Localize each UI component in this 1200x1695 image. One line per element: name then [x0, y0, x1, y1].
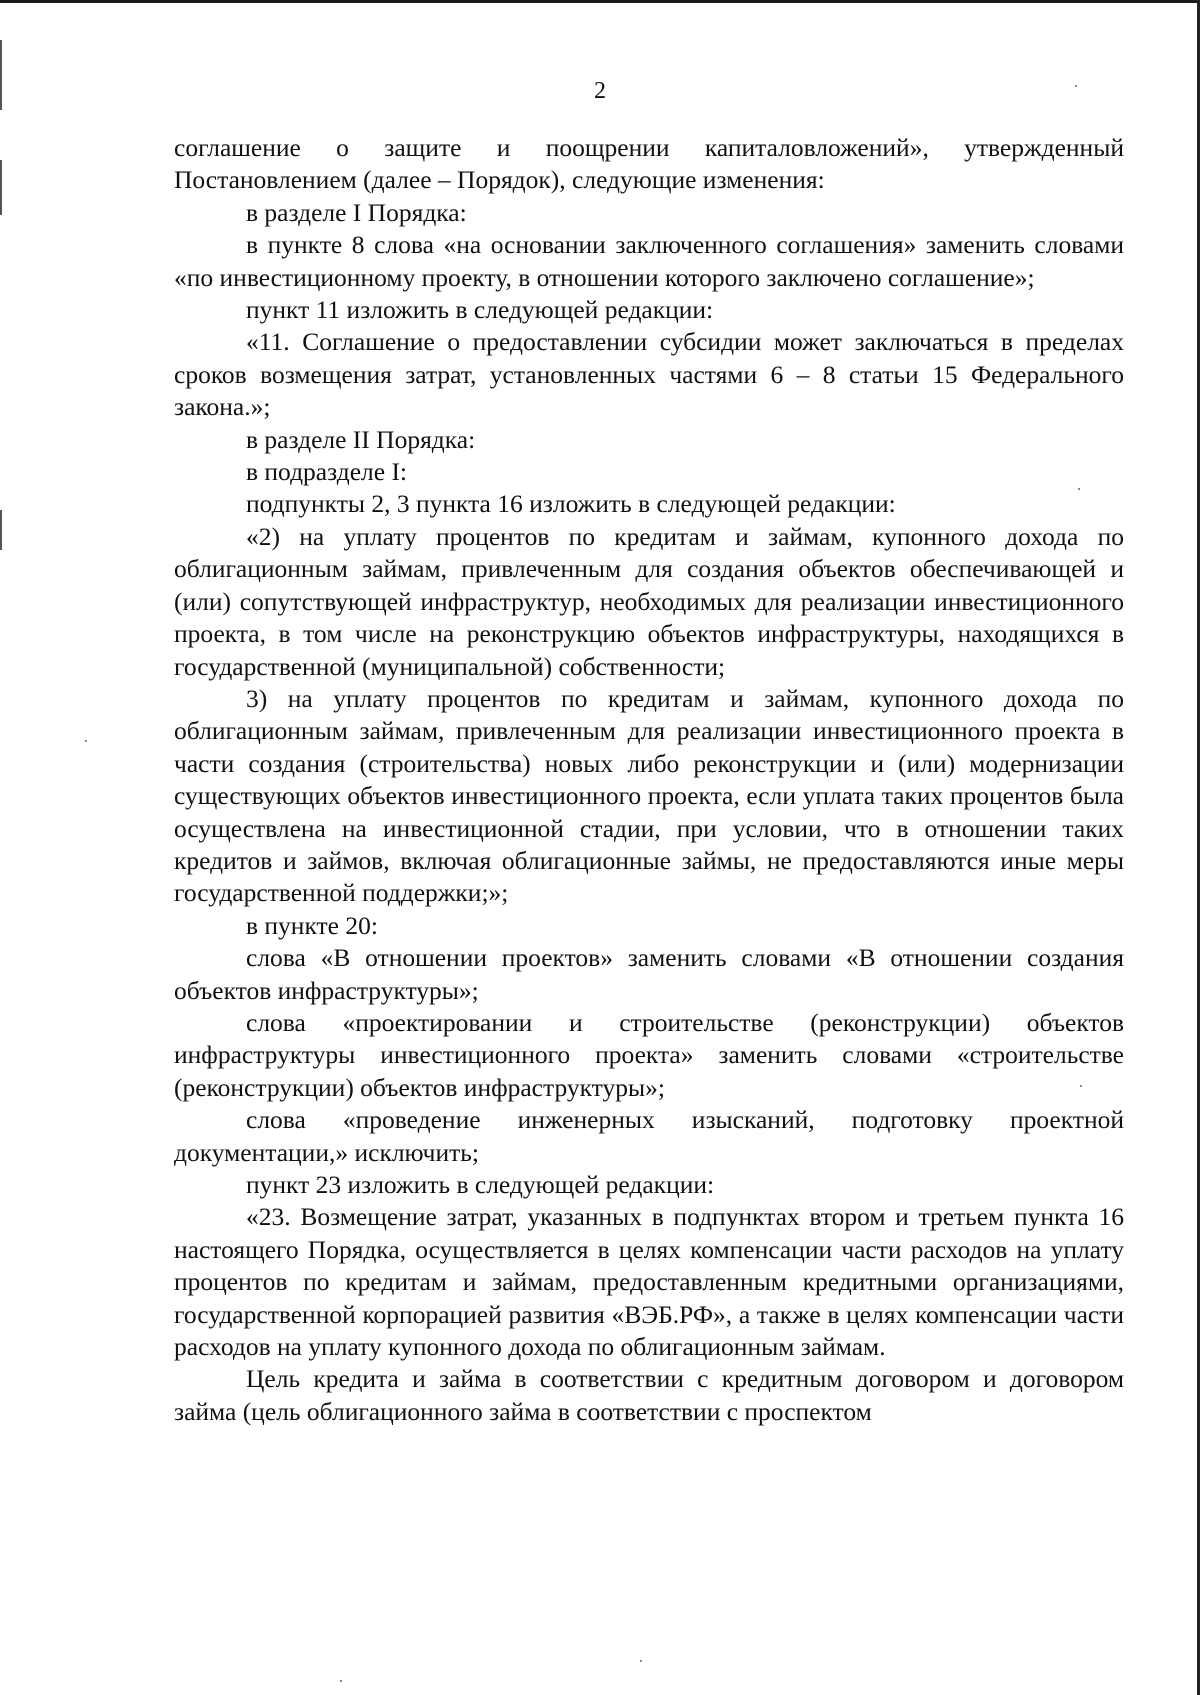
paragraph: Цель кредита и займа в соответствии с кредитным договором и договором займа (цель облигационного займа в соответствии с проспектом: [174, 1364, 1124, 1426]
paragraph: подпункты 2, 3 пункта 16 изложить в следующей редакции:: [246, 489, 896, 519]
paragraph: в пункте 20:: [246, 910, 378, 940]
scan-speck: [340, 1680, 342, 1682]
scan-speck: [85, 740, 87, 742]
paragraph: «11. Соглашение о предоставлении субсидии может заключаться в пределах сроков возмещения затрат, установленных частями 6 – 8 статьи 15 Федерального закона.»;: [174, 327, 1124, 422]
paragraph: «23. Возмещение затрат, указанных в подпунктах втором и третьем пункта 16 настоящего Порядка, осуществляется в целях компенсации части расходов на уплату процентов по кредитам и займам, предоставленным кредитными организациями, государственной корпорацией развития «ВЭБ.РФ», а также в целях компенсации части расходов на уплату купонного дохода по облигационным займам.: [174, 1202, 1124, 1362]
paragraph: «2) на уплату процентов по кредитам и займам, купонного дохода по облигационным займам, привлеченным для создания объектов обеспечивающей и (или) сопутствующей инфраструктур, необходимых для реализации инвестиционного проекта, в том числе на реконструкцию объектов инфраструктуры, находящихся в государственной (муниципальной) собственности;: [174, 521, 1124, 681]
paragraph: в разделе I Порядка:: [246, 197, 467, 227]
paragraph: в разделе II Порядка:: [246, 424, 476, 454]
paragraph: пункт 23 изложить в следующей редакции:: [246, 1170, 715, 1199]
scan-speck: [640, 1660, 642, 1662]
paragraph: слова «проектировании и строительстве (реконструкции) объектов инфраструктуры инвестиционного проекта» заменить словами «строительстве (реконструкции) объектов инфраструктуры»;: [174, 1007, 1124, 1102]
scan-mark-left: [0, 510, 2, 550]
paragraph: 3) на уплату процентов по кредитам и займам, купонного дохода по облигационным займам, привлеченным для реализации инвестиционного проекта в части создания (строительства) новых либо реконструкции и (или) модернизации существующих объектов инвестиционного проекта, если уплата таких процентов была осуществлена на инвестиционной стадии, при условии, что в отношении таких кредитов и займов, включая облигационные займы, не предоставляются иные меры государственной поддержки;»;: [174, 683, 1124, 908]
paragraph: в пункте 8 слова «на основании заключенного соглашения» заменить словами «по инвестиционному проекту, в отношении которого заключено соглашение»;: [174, 230, 1124, 292]
scan-mark-left: [0, 160, 2, 215]
document-body: [174, 132, 1124, 1428]
paragraph: слова «В отношении проектов» заменить словами «В отношении создания объектов инфраструктуры»;: [174, 943, 1124, 1005]
paragraph: пункт 11 изложить в следующей редакции:: [246, 295, 714, 325]
scan-edge-top: [0, 0, 1200, 3]
paragraph: в подразделе I:: [246, 457, 408, 487]
page-number: 2: [594, 78, 606, 104]
paragraph: слова «проведение инженерных изысканий, подготовку проектной документации,» исключить;: [174, 1105, 1124, 1167]
paragraph: соглашение о защите и поощрении капиталовложений», утвержденный Постановлением (далее – Порядок), следующие изменения:: [174, 133, 1124, 195]
